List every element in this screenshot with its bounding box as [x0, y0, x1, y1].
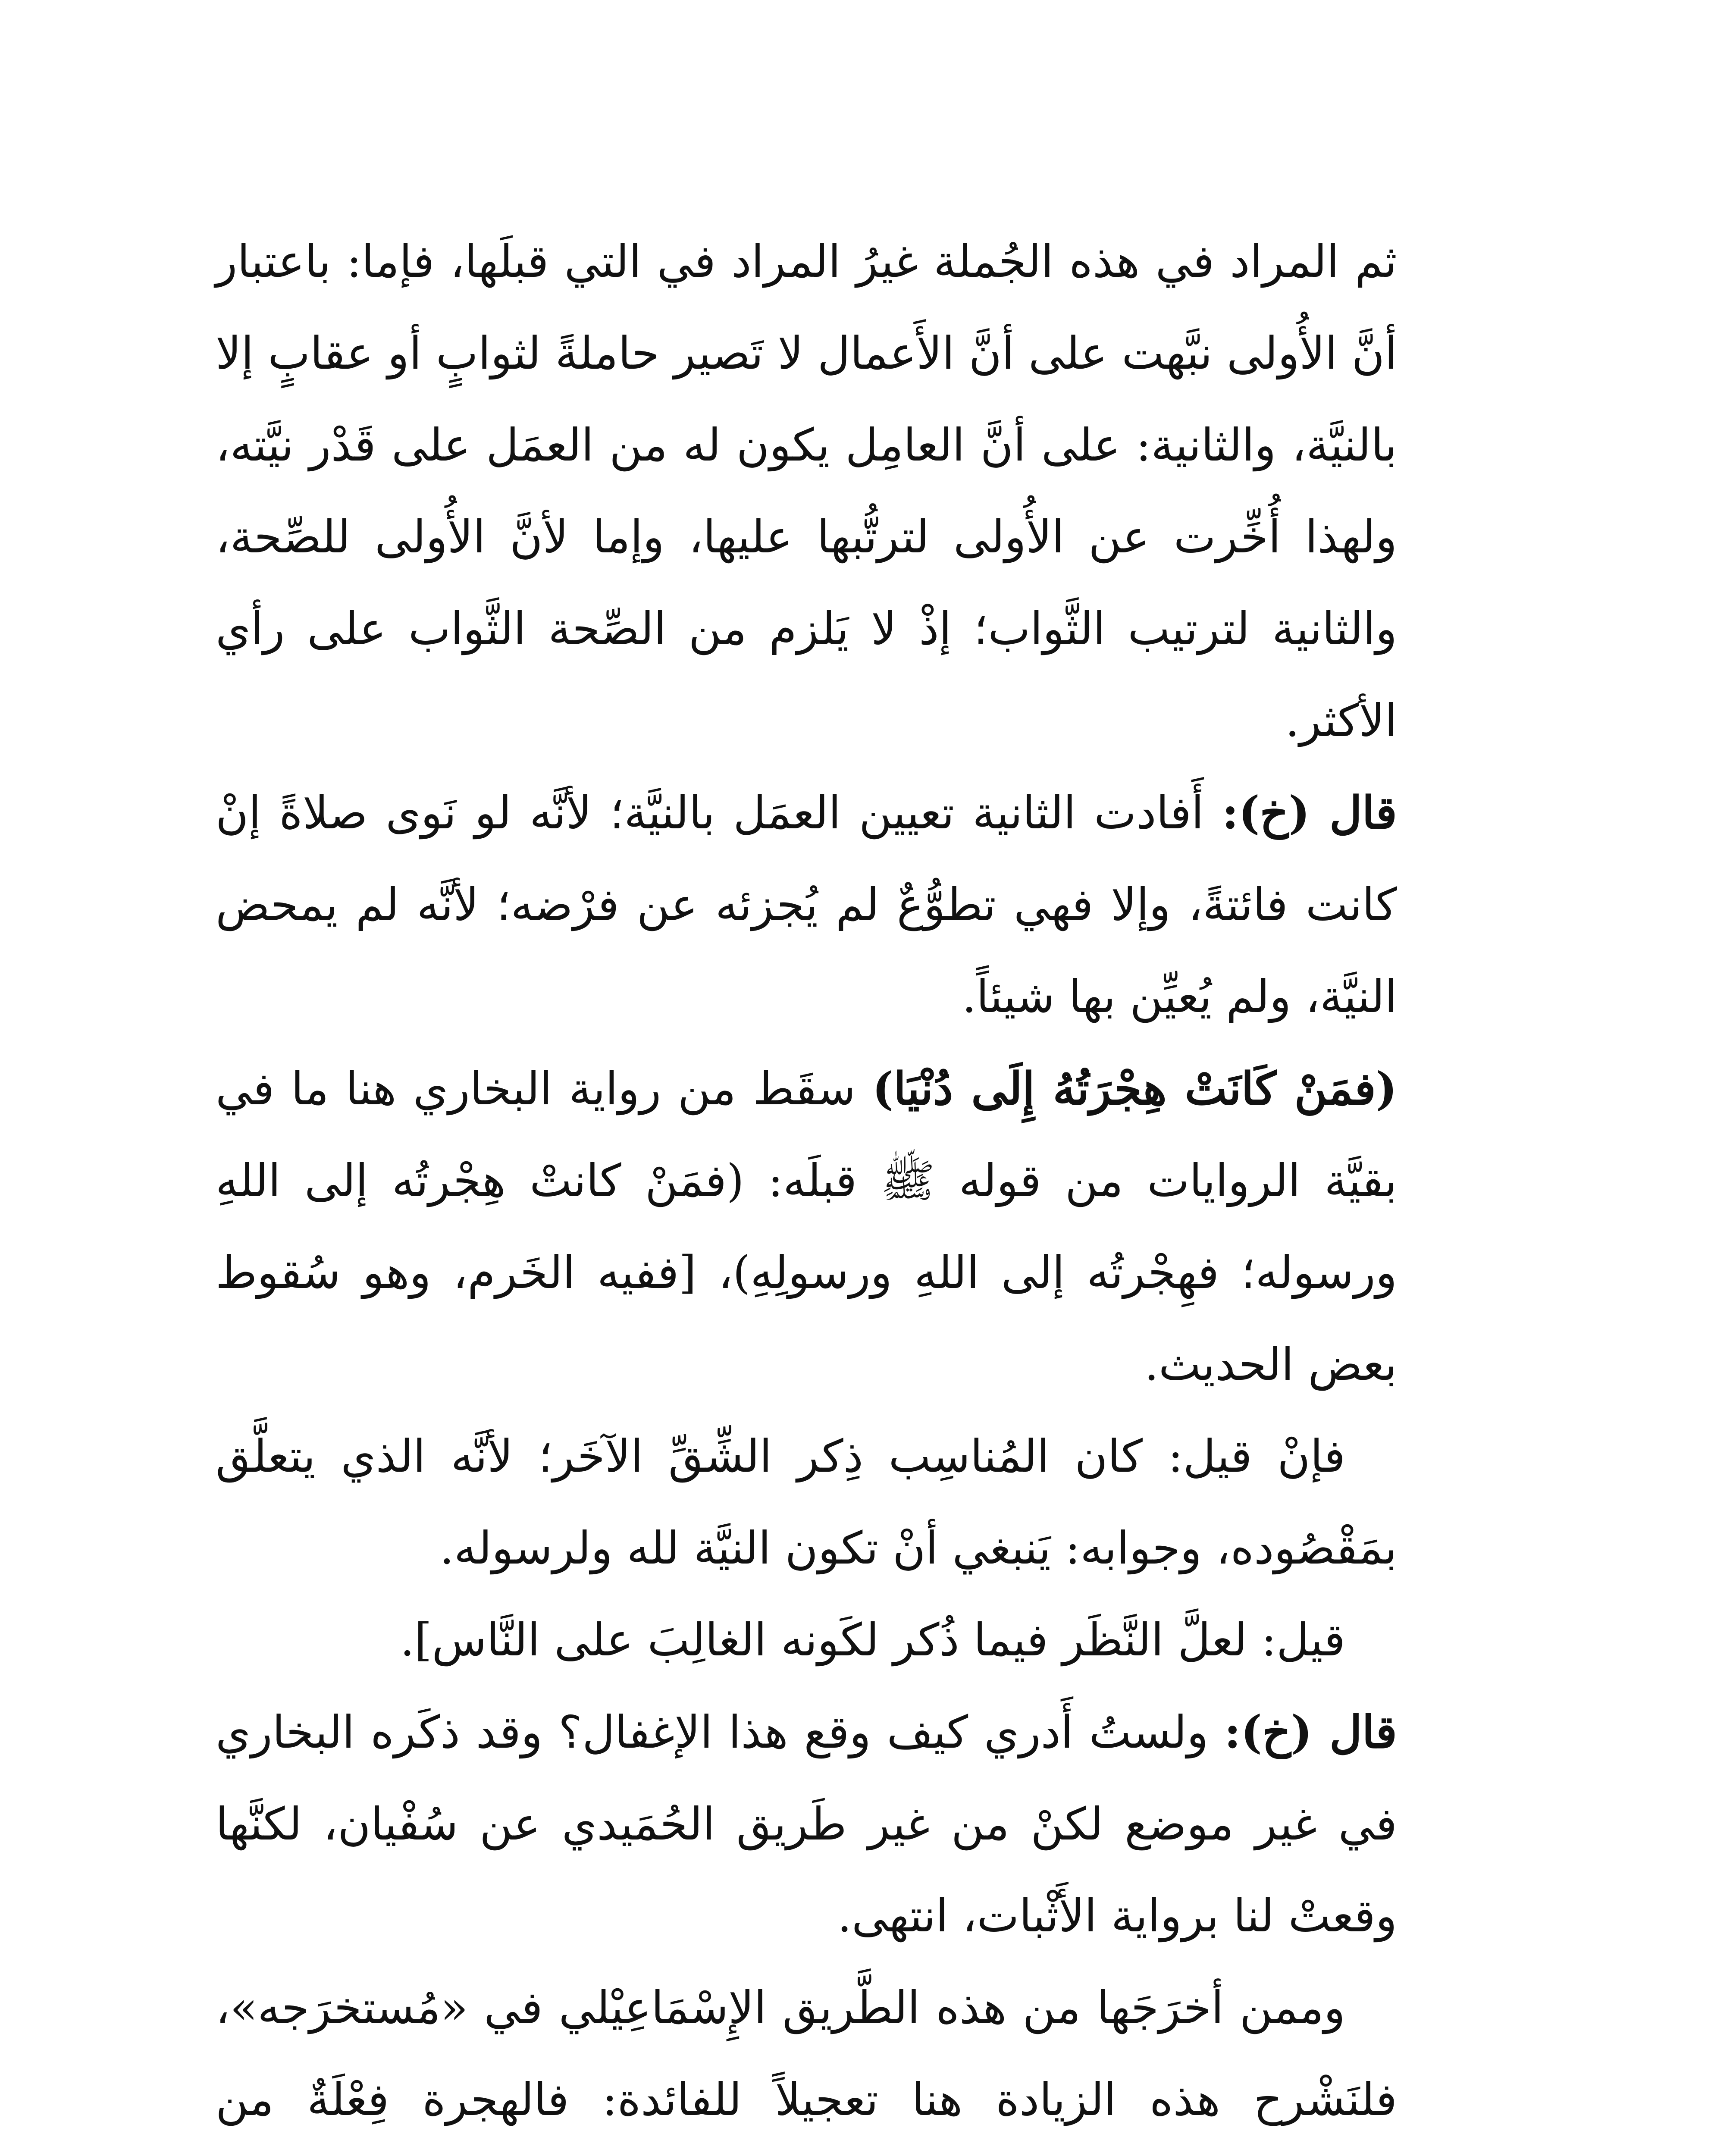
paragraph [216, 1043, 1397, 1410]
paragraph-text: أَفادت الثانية تعيين العمَل بالنيَّة؛ لأنَّه لو نَوى صلاةً إنْ كانت فائتةً، وإلا فهي تطوُّعٌ لم يُجزئه عن فرْضه؛ لأنَّه لم يمحض النيَّة، ولم يُعيِّن بها شيئاً. [216, 787, 1397, 1023]
paragraph [216, 1962, 1397, 2156]
paragraph-text: ثم المراد في هذه الجُملة غيرُ المراد في التي قبلَها، فإما: باعتبار أنَّ الأُولى نبَّهت على أنَّ الأَعمال لا تَصير حاملةً لثوابٍ أو عقابٍ إلا بالنيَّة، والثانية: على أنَّ العامِل يكون له من العمَل على قَدْر نيَّته، ولهذا أُخِّرت عن الأُولى لترتُّبها عليها، وإما لأنَّ الأُولى للصِّحة، والثانية لترتيب الثَّواب؛ إذْ لا يَلزم من الصِّحة الثَّواب على رأي الأكثر. [216, 235, 1397, 747]
paragraph-text: وممن أخرَجَها من هذه الطَّريق الإِسْمَاعِيْلي في «مُستخرَجه»، فلنَشْرح هذه الزيادة هنا تعجيلاً للفائدة: فالهجرة فِعْلَةٌ من [216, 1981, 1397, 2126]
paragraph-lead: قال (خ): [1222, 786, 1397, 839]
paragraph [216, 216, 1397, 767]
paragraph [216, 1410, 1397, 1594]
paragraph [216, 1594, 1397, 1686]
paragraph [216, 767, 1397, 1043]
paragraph-text: سقَط من رواية البخاري هنا ما في بقيَّة الروايات من قوله ﷺ قبلَه: (فمَنْ كانتْ هِجْرتُه إلى اللهِ ورسوله؛ فهِجْرتُه إلى اللهِ ورسولِهِ)، [ففيه الخَرم، وهو سُقوط بعض الحديث. [216, 1062, 1397, 1391]
hadith-quote: (فمَنْ كَانَتْ هِجْرَتُهُ إِلَى دُنْيَا) [872, 1062, 1397, 1115]
paragraph-text: فإنْ قيل: كان المُناسِب ذِكر الشِّقِّ الآخَر؛ لأنَّه الذي يتعلَّق بمَقْصُوده، وجوابه: يَنبغي أنْ تكون النيَّة لله ولرسوله. [216, 1430, 1397, 1574]
main-text [216, 216, 1397, 2156]
paragraph-lead: قال (خ): [1224, 1705, 1398, 1758]
paragraph [216, 1686, 1397, 1962]
paragraph-text: ولستُ أَدري كيف وقع هذا الإغفال؟ وقد ذكَره البخاري في غير موضع لكنْ من غير طَريق الحُمَيدي عن سُفْيان، لكنَّها وقعتْ لنا برواية الأَثْبات، انتهى. [216, 1706, 1397, 1942]
paragraph-text: قيل: لعلَّ النَّظَر فيما ذُكر لكَونه الغالِبَ على النَّاس]. [400, 1614, 1345, 1666]
